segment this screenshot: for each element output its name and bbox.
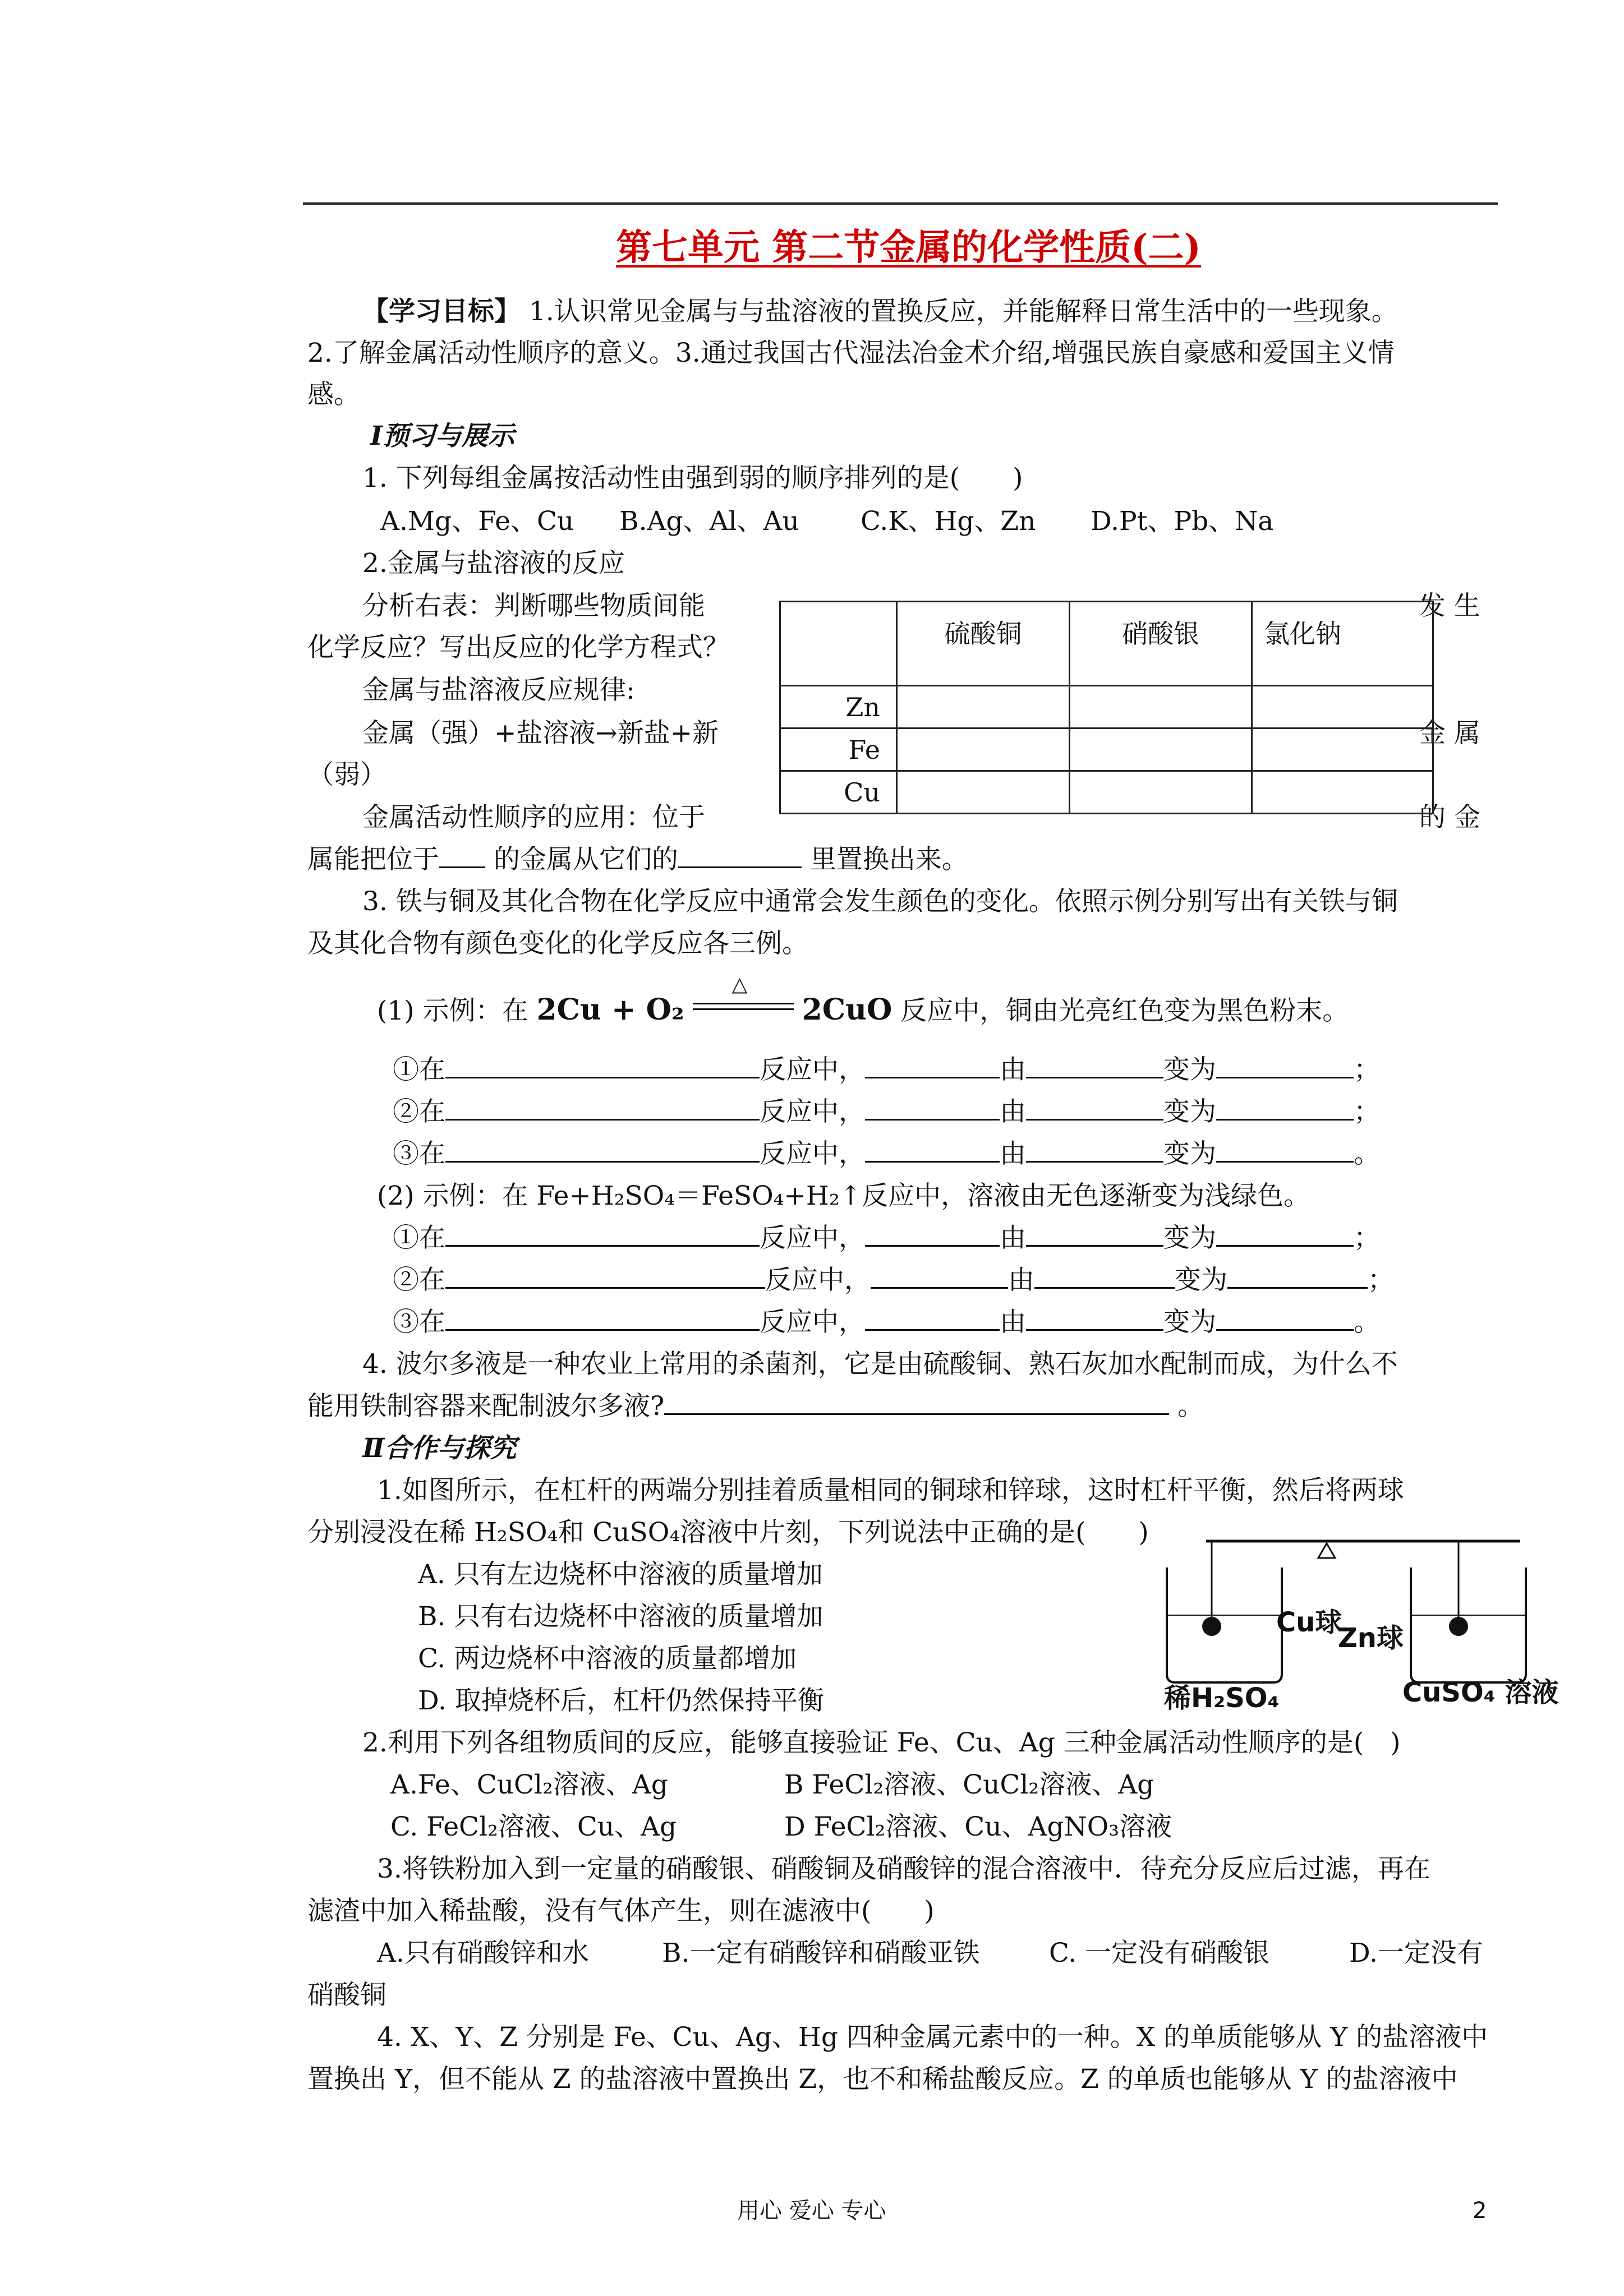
- q1-1-text: 1. 下列每组金属按活动性由强到弱的顺序排列的是( ): [362, 463, 1023, 494]
- q2-3-line-2: 滤渣中加入稀盐酸，没有气体产生，则在滤液中( ): [307, 1896, 935, 1926]
- heat-symbol: △: [732, 973, 748, 996]
- q1-2-line-1-right: 发 生: [1419, 591, 1480, 621]
- blank[interactable]: [1227, 1265, 1368, 1289]
- q2-2-text: 2.利用下列各组物质间的反应，能够直接验证 Fe、Cu、Ag 三种金属活动性顺序的是( ): [362, 1727, 1401, 1758]
- equation-right: 2CuO: [802, 993, 892, 1027]
- blank[interactable]: [1026, 1307, 1163, 1331]
- blank[interactable]: [865, 1054, 1000, 1078]
- fill-row: ①在 反应中， 由 变为 ；: [393, 1054, 1380, 1085]
- page-title: 第七单元 第二节金属的化学性质(二): [616, 227, 1201, 269]
- fill-row: ②在 反应中， 由 变为 ；: [393, 1265, 1394, 1295]
- q2-1-opt-b: B. 只有右边烧杯中溶液的质量增加: [418, 1601, 823, 1632]
- q2-3-line-1: 3.将铁粉加入到一定量的硝酸银、硝酸铜及硝酸锌的混合溶液中．待充分反应后过滤，再在: [377, 1854, 1430, 1884]
- section-1-heading: Ⅰ预习与展示: [370, 421, 514, 451]
- table-row-label: Cu: [780, 771, 897, 814]
- q2-3-opt-d: D.一定没有: [1349, 1938, 1483, 1968]
- table-row-label: Zn: [780, 686, 897, 729]
- q1-2-line-7: 属能把位于 的金属从它们的 里置换出来。: [307, 844, 968, 875]
- goals-line-2: 2.了解金属活动性顺序的意义。3.通过我国古代湿法冶金术介绍,增强民族自豪感和爱国主义情: [307, 338, 1395, 368]
- q2-1-line-2: 分别浸没在稀 H₂SO₄和 CuSO₄溶液中片刻，下列说法中正确的是( ): [307, 1517, 1149, 1548]
- q2-1-line-1: 1.如图所示，在杠杆的两端分别挂着质量相同的铜球和锌球，这时杠杆平衡，然后将两球: [377, 1475, 1404, 1506]
- table-header-empty: [780, 602, 897, 686]
- goals-line-1: [362, 296, 1398, 328]
- copper-ball-icon: [1202, 1617, 1221, 1636]
- blank[interactable]: [865, 1138, 1000, 1163]
- blank[interactable]: [1026, 1223, 1163, 1247]
- blank[interactable]: [1216, 1096, 1354, 1121]
- q1-2-line-5: （弱）: [307, 759, 387, 790]
- table-header: 硝酸银: [1070, 602, 1252, 686]
- table-cell[interactable]: [1252, 771, 1433, 814]
- blank[interactable]: [439, 844, 485, 868]
- q1-1-opt-a: A.Mg、Fe、Cu: [380, 506, 574, 537]
- fill-row: ②在 反应中， 由 变为 ；: [393, 1096, 1380, 1127]
- fill-row: ③在 反应中， 由 变为 。: [393, 1307, 1380, 1338]
- blank[interactable]: [445, 1138, 760, 1163]
- blank[interactable]: [1216, 1138, 1354, 1163]
- q1-2-heading: 2.金属与盐溶液的反应: [362, 548, 625, 579]
- q2-1-opt-a: A. 只有左边烧杯中溶液的质量增加: [418, 1559, 823, 1590]
- footer-slogan: 用心 爱心 专心: [737, 2198, 886, 2224]
- q2-4-line-2: 置换出 Y，但不能从 Z 的盐溶液中置换出 Z，也不和稀盐酸反应。Z 的单质也能够从 Y 的盐溶液中: [307, 2064, 1458, 2095]
- equation-arrow: [693, 973, 794, 1020]
- q1-1-opt-d: D.Pt、Pb、Na: [1091, 506, 1274, 537]
- q2-3-opt-b: B.一定有硝酸锌和硝酸亚铁: [662, 1938, 980, 1968]
- blank[interactable]: [1034, 1265, 1175, 1289]
- blank[interactable]: [865, 1307, 1000, 1331]
- q2-3-opt-a: A.只有硝酸锌和水: [377, 1938, 589, 1968]
- figure-label-zn: Zn球: [1338, 1622, 1404, 1654]
- answer-blank[interactable]: [664, 1391, 1169, 1415]
- q2-3-line-4: 硝酸铜: [307, 1980, 387, 2011]
- page-number: 2: [1473, 2198, 1487, 2224]
- q2-3-opt-c: C. 一定没有硝酸银: [1049, 1938, 1270, 1968]
- table-cell[interactable]: [1252, 686, 1433, 729]
- q1-4-line-1: 4. 波尔多液是一种农业上常用的杀菌剂，它是由硫酸铜、熟石灰加水配制而成，为什么不: [362, 1349, 1398, 1380]
- right-beaker-icon: [1411, 1567, 1526, 1682]
- q2-1-opt-d: D. 取掉烧杯后，杠杆仍然保持平衡: [418, 1685, 824, 1716]
- fill-row: ①在 反应中， 由 变为 ；: [393, 1223, 1380, 1253]
- zinc-ball-icon: [1449, 1617, 1468, 1636]
- table-header: 氯化钠: [1252, 602, 1433, 686]
- q1-2-line-2: 化学反应？写出反应的化学方程式？: [307, 632, 729, 663]
- figure-label-cu: Cu球: [1276, 1607, 1342, 1638]
- table-row-label: Fe: [780, 729, 897, 771]
- q1-3-line-2: 及其化合物有颜色变化的化学反应各三例。: [307, 928, 808, 959]
- blank[interactable]: [445, 1096, 760, 1121]
- figure-label-right-solution: CuSO₄ 溶液: [1402, 1677, 1559, 1708]
- top-rule: [303, 202, 1498, 205]
- q2-2-opt-a: A.Fe、CuCl₂溶液、Ag: [390, 1769, 668, 1800]
- blank[interactable]: [1216, 1054, 1354, 1078]
- q1-1-opt-b: B.Ag、Al、Au: [619, 506, 799, 537]
- q1-2-line-4: 金属（强）+盐溶液→新盐+新: [362, 718, 719, 749]
- reaction-table: [779, 601, 1434, 814]
- goals-label: 【学习目标】: [362, 296, 521, 327]
- blank[interactable]: [445, 1223, 760, 1247]
- q1-2-line-6: 金属活动性顺序的应用：位于: [362, 802, 705, 833]
- q1-3-example-2: (2) 示例：在 Fe+H₂SO₄＝FeSO₄+H₂↑反应中，溶液由无色逐渐变为浅绿色。: [377, 1181, 1310, 1211]
- figure-label-left-solution: 稀H₂SO₄: [1164, 1682, 1280, 1714]
- table-header: 硫酸铜: [897, 602, 1070, 686]
- fulcrum-icon: [1318, 1543, 1335, 1558]
- section-2-heading: Ⅱ合作与探究: [362, 1433, 517, 1464]
- table-cell[interactable]: [1070, 771, 1252, 814]
- q1-3-line-1: 3. 铁与铜及其化合物在化学反应中通常会发生颜色的变化。依照示例分别写出有关铁与铜: [362, 886, 1398, 917]
- blank[interactable]: [445, 1307, 760, 1331]
- equation-left: 2Cu + O₂: [536, 993, 684, 1027]
- q2-2-opt-b: B FeCl₂溶液、CuCl₂溶液、Ag: [784, 1769, 1154, 1800]
- blank[interactable]: [865, 1096, 1000, 1121]
- blank[interactable]: [1216, 1307, 1354, 1331]
- table-cell[interactable]: [1070, 686, 1252, 729]
- q2-2-opt-d: D FeCl₂溶液、Cu、AgNO₃溶液: [784, 1811, 1172, 1842]
- q1-2-line-6-right: 的 金: [1419, 802, 1480, 833]
- q2-1-opt-c: C. 两边烧杯中溶液的质量都增加: [418, 1643, 797, 1674]
- table-cell[interactable]: [897, 686, 1070, 729]
- blank[interactable]: [871, 1265, 1008, 1289]
- goals-text-1: 1.认识常见金属与与盐溶液的置换反应，并能解释日常生活中的一些现象。: [528, 296, 1398, 327]
- goals-line-3: 感。: [307, 379, 360, 410]
- q1-2-line-3: 金属与盐溶液反应规律:: [362, 675, 635, 706]
- q1-2-line-1: 分析右表：判断哪些物质间能: [362, 591, 705, 621]
- table-cell[interactable]: [1070, 729, 1252, 771]
- table-cell[interactable]: [897, 729, 1070, 771]
- blank[interactable]: [865, 1223, 1000, 1247]
- blank[interactable]: [1216, 1223, 1354, 1247]
- q1-4-line-2: 能用铁制容器来配制波尔多液? 。: [307, 1391, 1204, 1422]
- q1-3-example-1: (1) 示例：在 2Cu + O₂ △ 2CuO 反应中，铜由光亮红色变为黑色粉末。: [377, 973, 1349, 1027]
- blank[interactable]: [1026, 1054, 1163, 1078]
- fill-row: ③在 反应中， 由 变为 。: [393, 1138, 1380, 1169]
- blank[interactable]: [1026, 1096, 1163, 1121]
- q2-4-line-1: 4. X、Y、Z 分别是 Fe、Cu、Ag、Hg 四种金属元素中的一种。X 的单质能够从 Y 的盐溶液中: [377, 2022, 1488, 2053]
- q1-2-line-4-right: 金 属: [1419, 718, 1480, 749]
- blank[interactable]: [445, 1054, 760, 1078]
- q1-1-opt-c: C.K、Hg、Zn: [861, 506, 1036, 537]
- table-cell[interactable]: [897, 771, 1070, 814]
- blank[interactable]: [678, 844, 802, 868]
- table-cell[interactable]: [1252, 729, 1433, 771]
- q2-2-opt-c: C. FeCl₂溶液、Cu、Ag: [390, 1811, 677, 1842]
- blank[interactable]: [1026, 1138, 1163, 1163]
- left-beaker-icon: [1167, 1567, 1282, 1682]
- blank[interactable]: [445, 1265, 765, 1289]
